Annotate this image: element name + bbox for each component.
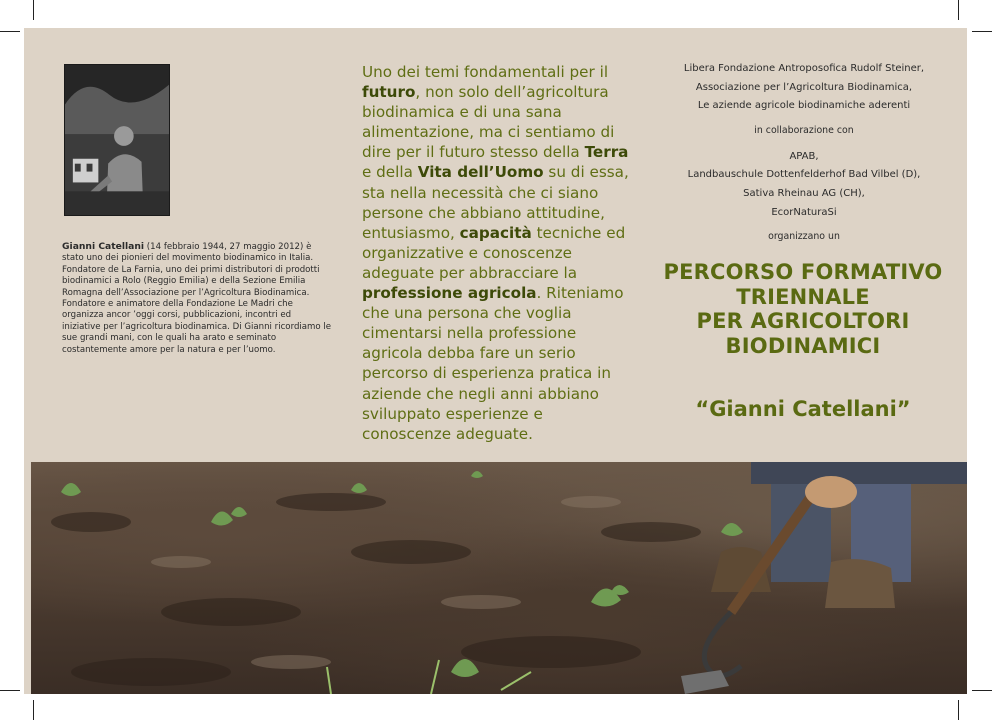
course-title-line: TRIENNALE <box>736 284 870 309</box>
intro-paragraph <box>362 62 630 444</box>
intro-emphasis: futuro <box>362 83 416 102</box>
intro-text: e della <box>362 163 418 182</box>
crop-mark <box>958 0 959 20</box>
intro-emphasis: Vita dell’Uomo <box>417 163 544 182</box>
partner-line: Sativa Rheinau AG (CH), <box>743 187 865 199</box>
portrait-photo <box>64 64 170 216</box>
intro-text: tecniche ed organizzative e conoscenze adeguate per abbracciare la <box>362 223 626 282</box>
credits-block <box>654 60 954 244</box>
course-title-line: BIODINAMICI <box>725 333 881 358</box>
intro-emphasis: Terra <box>584 143 629 162</box>
brochure-sheet <box>24 28 967 694</box>
course-title-line: PER AGRICOLTORI <box>696 309 910 334</box>
crop-mark <box>0 31 20 32</box>
organizer-list <box>654 60 954 116</box>
intro-text: Uno dei temi fondamentali per il <box>362 63 609 81</box>
course-title-line: PERCORSO FORMATIVO <box>663 260 943 284</box>
partner-line: APAB, <box>789 150 819 162</box>
organizer-line: Le aziende agricole biodinamiche aderenti <box>697 100 911 112</box>
organizer-line: Associazione per l’Agricoltura Biodinamica, <box>695 81 913 93</box>
partner-list <box>654 148 954 222</box>
biography-text <box>62 241 332 356</box>
crop-mark <box>972 31 992 32</box>
intro-text: , non solo dell’agricoltura biodinamica e di una sana alimentazione, ma ci sentiamo di dire per il futuro stesso della <box>362 83 615 162</box>
course-title <box>638 260 967 358</box>
crop-mark <box>958 700 959 720</box>
intro-emphasis: capacità <box>459 223 532 242</box>
crop-mark <box>33 0 34 20</box>
intro-text: su di essa, sta nella necessità che ci siano persone che abbiano attitudine, entusiasmo, <box>362 163 629 242</box>
biography-body: (14 febbraio 1944, 27 maggio 2012) è stato uno dei pionieri del movimento biodinamico in Italia. Fondatore de La Farnia, uno dei primi distributori di prodotti biodinamici a Rolo (Reggio Emilia) e della Sezione Emilia Romagna dell’Associazione per l’Agricoltura Biodinamica. Fondatore e animatore della Fondazione Le Madri che organizza ancor ’oggi corsi, pubblicazioni, incontri ed iniziative per l’agricoltura biodinamica. Di Gianni ricordiamo le sue grandi mani, con le quali ha arato e seminato costantemente amore per la natura e per l’uomo. <box>62 242 332 355</box>
course-subtitle: “Gianni Catellani” <box>695 397 911 421</box>
organizer-line: Libera Fondazione Antroposofica Rudolf Steiner, <box>683 63 925 74</box>
partner-line: EcorNaturaSi <box>771 206 837 218</box>
intro-text: . Riteniamo che una persona che voglia cimentarsi nella professione agricola debba fare un serio percorso di esperienza pratica in aziende che negli anni abbiano sviluppato esperienze e conoscenze adeguate. <box>362 284 624 443</box>
farming-photo <box>31 462 967 694</box>
crop-mark <box>0 690 20 691</box>
intro-emphasis: professione agricola <box>362 284 537 303</box>
collaboration-label: in collaborazione con <box>754 124 854 136</box>
partner-line: Landbauschule Dottenfelderhof Bad Vilbel (D), <box>687 169 921 181</box>
crop-mark <box>33 700 34 720</box>
biography-name: Gianni Catellani <box>62 241 145 252</box>
crop-mark <box>972 690 992 691</box>
organize-label: organizzano un <box>768 231 840 243</box>
